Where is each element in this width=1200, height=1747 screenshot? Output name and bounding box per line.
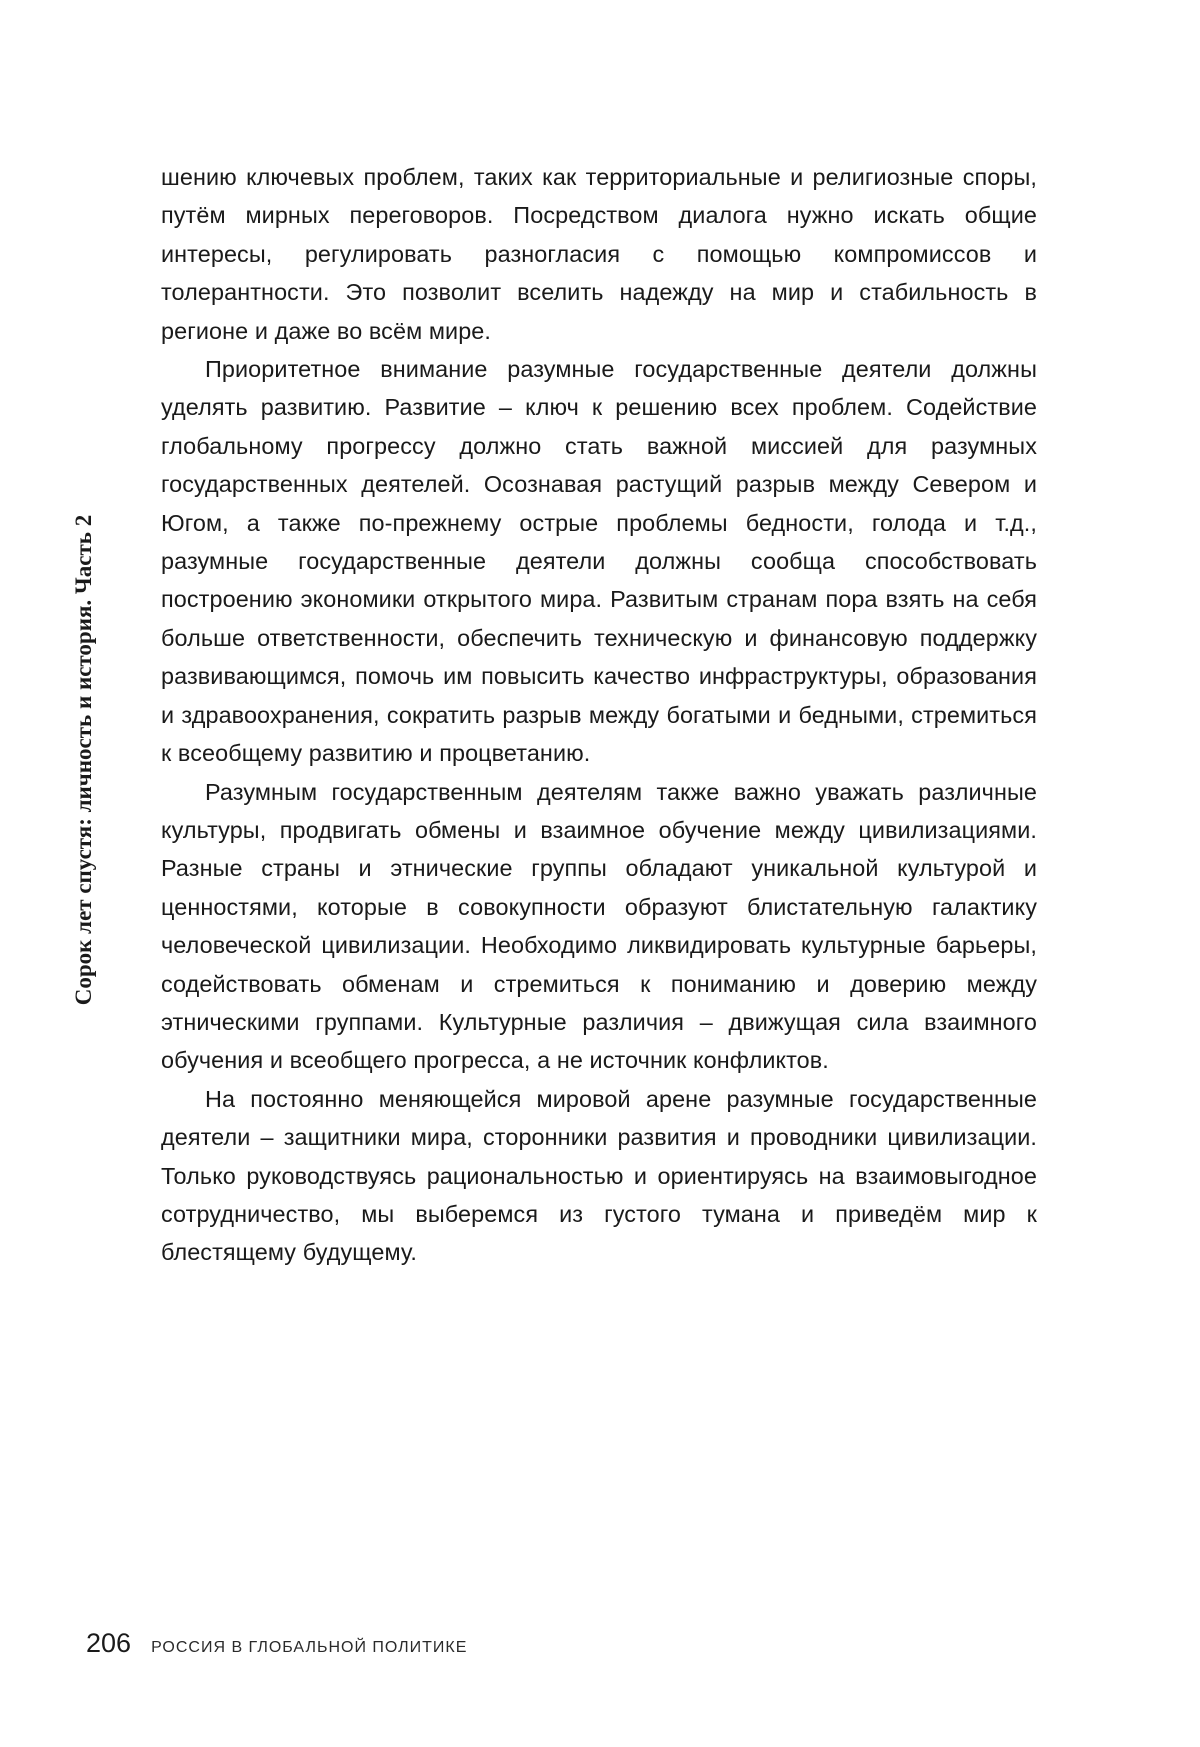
running-head: Сорок лет спустя: личность и история. Часть 2 [66,460,102,1060]
page-footer [86,1623,467,1663]
body-text [161,158,1037,1272]
book-page [0,0,1200,1747]
page-number: 206 [86,1623,131,1663]
publication-title: РОССИЯ В ГЛОБАЛЬНОЙ ПОЛИТИКЕ [151,1628,467,1668]
paragraph-3: Разумным государственным деятелям также важно уважать различные культуры, продвигать обмены и взаимное обучение между цивилизациями. Разные страны и этнические группы обладают уникальной культурой и ценностями, которые в совокупности образуют блистательную галактику человеческой цивилизации. Необходимо ликвидировать культурные барьеры, содействовать обменам и стремиться к пониманию и доверию между этническими группами. Культурные различия – движущая сила взаимного обучения и всеобщего прогресса, а не источник конфликтов. [161,773,1037,1080]
paragraph-2: Приоритетное внимание разумные государственные деятели должны уделять развитию. Развитие – ключ к решению всех проблем. Содействие глобальному прогрессу должно стать важной миссией для разумных государственных деятелей. Осознавая растущий разрыв между Севером и Югом, а также по-прежнему острые проблемы бедности, голода и т.д., разумные государственные деятели должны сообща способствовать построению экономики открытого мира. Развитым странам пора взять на себя больше ответственности, обеспечить техническую и финансовую поддержку развивающимся, помочь им повысить качество инфраструктуры, образования и здравоохранения, сократить разрыв между богатыми и бедными, стремиться к всеобщему развитию и процветанию. [161,350,1037,772]
paragraph-4: На постоянно меняющейся мировой арене разумные государственные деятели – защитники мира, сторонники развития и проводники цивилизации. Только руководствуясь рациональностью и ориентируясь на взаимовыгодное сотрудничество, мы выберемся из густого тумана и приведём мир к блестящему будущему. [161,1080,1037,1272]
paragraph-1: шению ключевых проблем, таких как территориальные и религиозные споры, путём мирных переговоров. Посредством диалога нужно искать общие интересы, регулировать разногласия с помощью компромиссов и толерантности. Это позволит вселить надежду на мир и стабильность в регионе и даже во всём мире. [161,158,1037,350]
